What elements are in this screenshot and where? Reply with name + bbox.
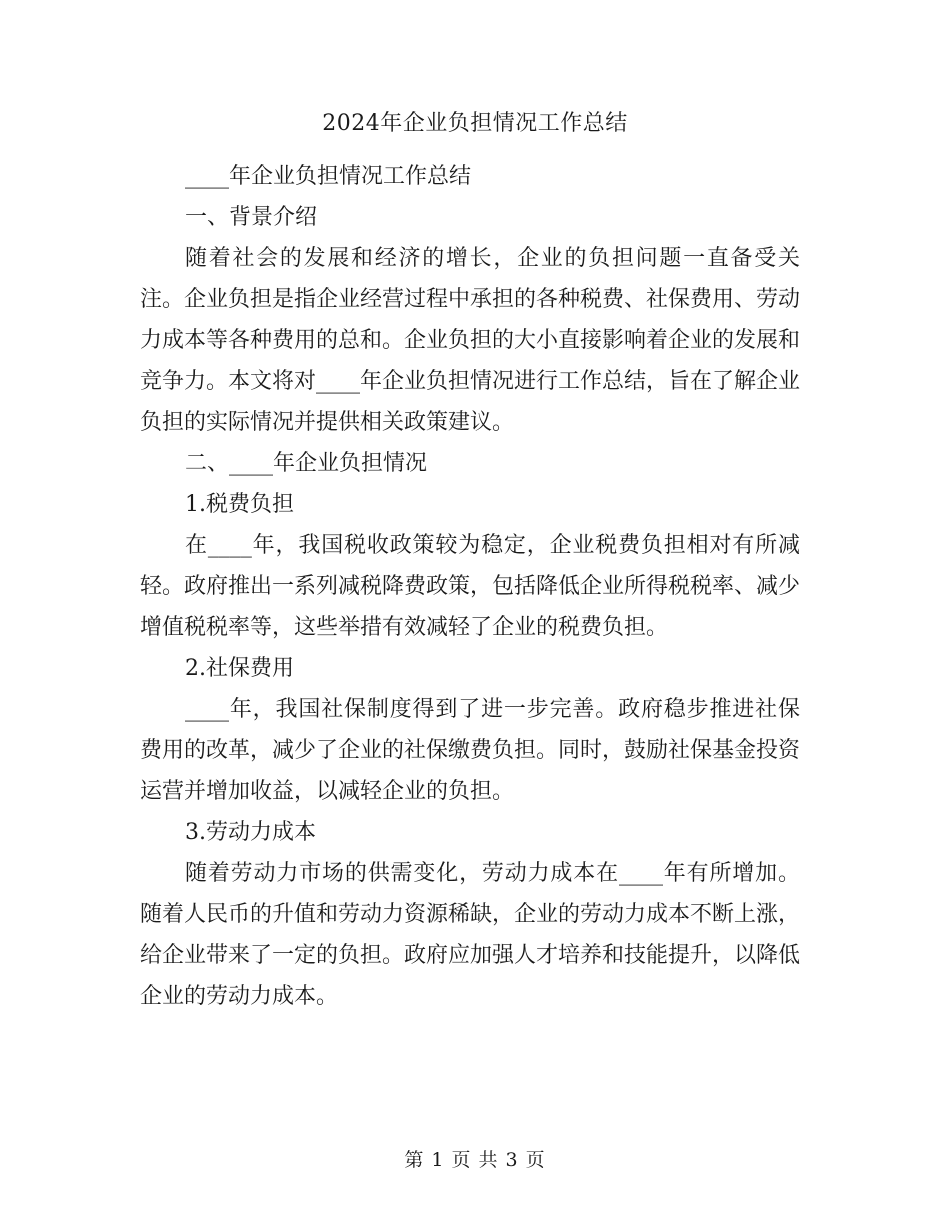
section-paragraph-background: 随着社会的发展和经济的增长，企业的负担问题一直备受关注。企业负担是指企业经营过程中承担的各种税费、社保费用、劳动力成本等各种费用的总和。企业负担的大小直接影响着企业的发展和竞争力。本文将对____年企业负担情况进行工作总结，旨在了解企业负担的实际情况并提供相关政策建议。 <box>140 246 801 435</box>
page-number-footer: 第 1 页 共 3 页 <box>404 1149 546 1171</box>
section-heading-background: 一、背景介绍 <box>185 205 318 230</box>
subsection-heading-labor-cost: 3.劳动力成本 <box>185 820 316 845</box>
document-title: 2024年企业负担情况工作总结 <box>322 111 628 136</box>
subsection-paragraph-labor-cost: 随着劳动力市场的供需变化，劳动力成本在____年有所增加。随着人民币的升值和劳动力资源稀缺，企业的劳动力成本不断上涨，给企业带来了一定的负担。政府应加强人才培养和技能提升，以降低企业的劳动力成本。 <box>140 861 801 1009</box>
document-body <box>140 156 800 1017</box>
subsection-paragraph-social-security: ____年，我国社保制度得到了进一步完善。政府稳步推进社保费用的改革，减少了企业的社保缴费负担。同时，鼓励社保基金投资运营并增加收益，以减轻企业的负担。 <box>140 697 801 804</box>
section-heading-burden: 二、____年企业负担情况 <box>185 451 428 476</box>
subsection-heading-tax: 1.税费负担 <box>185 492 294 517</box>
subsection-heading-social-security: 2.社保费用 <box>185 656 294 681</box>
document-subtitle: ____年企业负担情况工作总结 <box>185 164 472 189</box>
subsection-paragraph-tax: 在____年，我国税收政策较为稳定，企业税费负担相对有所减轻。政府推出一系列减税降费政策，包括降低企业所得税税率、减少增值税税率等，这些举措有效减轻了企业的税费负担。 <box>140 533 801 640</box>
